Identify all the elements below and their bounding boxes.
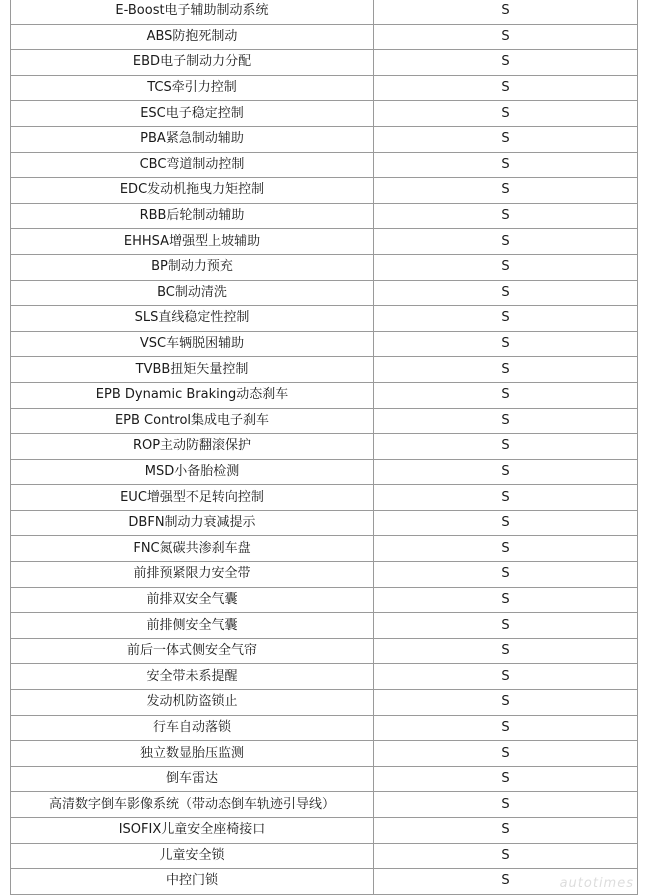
feature-cell: ISOFIX儿童安全座椅接口: [11, 818, 374, 844]
feature-cell: SLS直线稳定性控制: [11, 306, 374, 332]
table-row: [11, 331, 638, 357]
feature-cell: BP制动力预充: [11, 254, 374, 280]
availability-cell: S: [374, 843, 638, 869]
feature-cell: 发动机防盗锁止: [11, 690, 374, 716]
spec-table: [10, 0, 638, 895]
feature-cell: ABS防抱死制动: [11, 24, 374, 50]
feature-cell: E-Boost电子辅助制动系统: [11, 0, 374, 24]
feature-cell: 前后一体式侧安全气帘: [11, 638, 374, 664]
feature-cell: ESC电子稳定控制: [11, 101, 374, 127]
availability-cell: S: [374, 382, 638, 408]
table-row: [11, 152, 638, 178]
feature-cell: EUC增强型不足转向控制: [11, 485, 374, 511]
table-row: [11, 562, 638, 588]
availability-cell: S: [374, 126, 638, 152]
feature-cell: BC制动清洗: [11, 280, 374, 306]
feature-cell: EHHSA增强型上坡辅助: [11, 229, 374, 255]
table-row: [11, 229, 638, 255]
feature-cell: MSD小备胎检测: [11, 459, 374, 485]
table-row: [11, 357, 638, 383]
availability-cell: S: [374, 357, 638, 383]
availability-cell: S: [374, 638, 638, 664]
availability-cell: S: [374, 101, 638, 127]
feature-cell: EPB Control集成电子刹车: [11, 408, 374, 434]
availability-cell: S: [374, 587, 638, 613]
feature-cell: VSC车辆脱困辅助: [11, 331, 374, 357]
availability-cell: S: [374, 434, 638, 460]
feature-cell: FNC氮碳共渗刹车盘: [11, 536, 374, 562]
availability-cell: S: [374, 562, 638, 588]
feature-cell: 高清数字倒车影像系统（带动态倒车轨迹引导线）: [11, 792, 374, 818]
feature-cell: TVBB扭矩矢量控制: [11, 357, 374, 383]
table-row: [11, 24, 638, 50]
availability-cell: S: [374, 408, 638, 434]
availability-cell: S: [374, 766, 638, 792]
availability-cell: S: [374, 254, 638, 280]
availability-cell: S: [374, 613, 638, 639]
table-row: [11, 587, 638, 613]
feature-cell: CBC弯道制动控制: [11, 152, 374, 178]
table-row: [11, 382, 638, 408]
table-row: [11, 869, 638, 895]
table-row: [11, 203, 638, 229]
table-row: [11, 792, 638, 818]
table-row: [11, 843, 638, 869]
table-row: [11, 408, 638, 434]
table-row: [11, 613, 638, 639]
feature-cell: 儿童安全锁: [11, 843, 374, 869]
feature-cell: DBFN制动力衰减提示: [11, 510, 374, 536]
availability-cell: S: [374, 75, 638, 101]
table-row: [11, 485, 638, 511]
availability-cell: S: [374, 869, 638, 895]
table-row: [11, 638, 638, 664]
availability-cell: S: [374, 24, 638, 50]
availability-cell: S: [374, 741, 638, 767]
table-row: [11, 536, 638, 562]
table-row: [11, 50, 638, 76]
feature-cell: PBA紧急制动辅助: [11, 126, 374, 152]
availability-cell: S: [374, 152, 638, 178]
availability-cell: S: [374, 792, 638, 818]
feature-cell: TCS牵引力控制: [11, 75, 374, 101]
feature-cell: 中控门锁: [11, 869, 374, 895]
table-row: [11, 766, 638, 792]
feature-cell: 倒车雷达: [11, 766, 374, 792]
availability-cell: S: [374, 536, 638, 562]
availability-cell: S: [374, 510, 638, 536]
table-row: [11, 690, 638, 716]
feature-cell: EDC发动机拖曳力矩控制: [11, 178, 374, 204]
table-row: [11, 434, 638, 460]
availability-cell: S: [374, 0, 638, 24]
feature-cell: EPB Dynamic Braking动态刹车: [11, 382, 374, 408]
feature-cell: 行车自动落锁: [11, 715, 374, 741]
table-row: [11, 715, 638, 741]
feature-cell: 前排预紧限力安全带: [11, 562, 374, 588]
table-row: [11, 126, 638, 152]
feature-cell: RBB后轮制动辅助: [11, 203, 374, 229]
feature-cell: 前排双安全气囊: [11, 587, 374, 613]
availability-cell: S: [374, 229, 638, 255]
watermark: autotimes: [559, 876, 634, 891]
availability-cell: S: [374, 50, 638, 76]
table-row: [11, 306, 638, 332]
table-row: [11, 741, 638, 767]
availability-cell: S: [374, 715, 638, 741]
availability-cell: S: [374, 203, 638, 229]
availability-cell: S: [374, 459, 638, 485]
table-row: [11, 101, 638, 127]
availability-cell: S: [374, 306, 638, 332]
availability-cell: S: [374, 485, 638, 511]
spec-table-body: [11, 0, 638, 894]
table-row: [11, 254, 638, 280]
feature-cell: 前排侧安全气囊: [11, 613, 374, 639]
table-row: [11, 459, 638, 485]
availability-cell: S: [374, 690, 638, 716]
availability-cell: S: [374, 664, 638, 690]
table-row: [11, 510, 638, 536]
table-row: [11, 818, 638, 844]
feature-cell: ROP主动防翻滚保护: [11, 434, 374, 460]
availability-cell: S: [374, 331, 638, 357]
table-row: [11, 178, 638, 204]
availability-cell: S: [374, 178, 638, 204]
table-row: [11, 664, 638, 690]
availability-cell: S: [374, 280, 638, 306]
feature-cell: EBD电子制动力分配: [11, 50, 374, 76]
feature-cell: 安全带未系提醒: [11, 664, 374, 690]
table-row: [11, 75, 638, 101]
feature-cell: 独立数显胎压监测: [11, 741, 374, 767]
availability-cell: S: [374, 818, 638, 844]
table-row: [11, 280, 638, 306]
table-row: [11, 0, 638, 24]
